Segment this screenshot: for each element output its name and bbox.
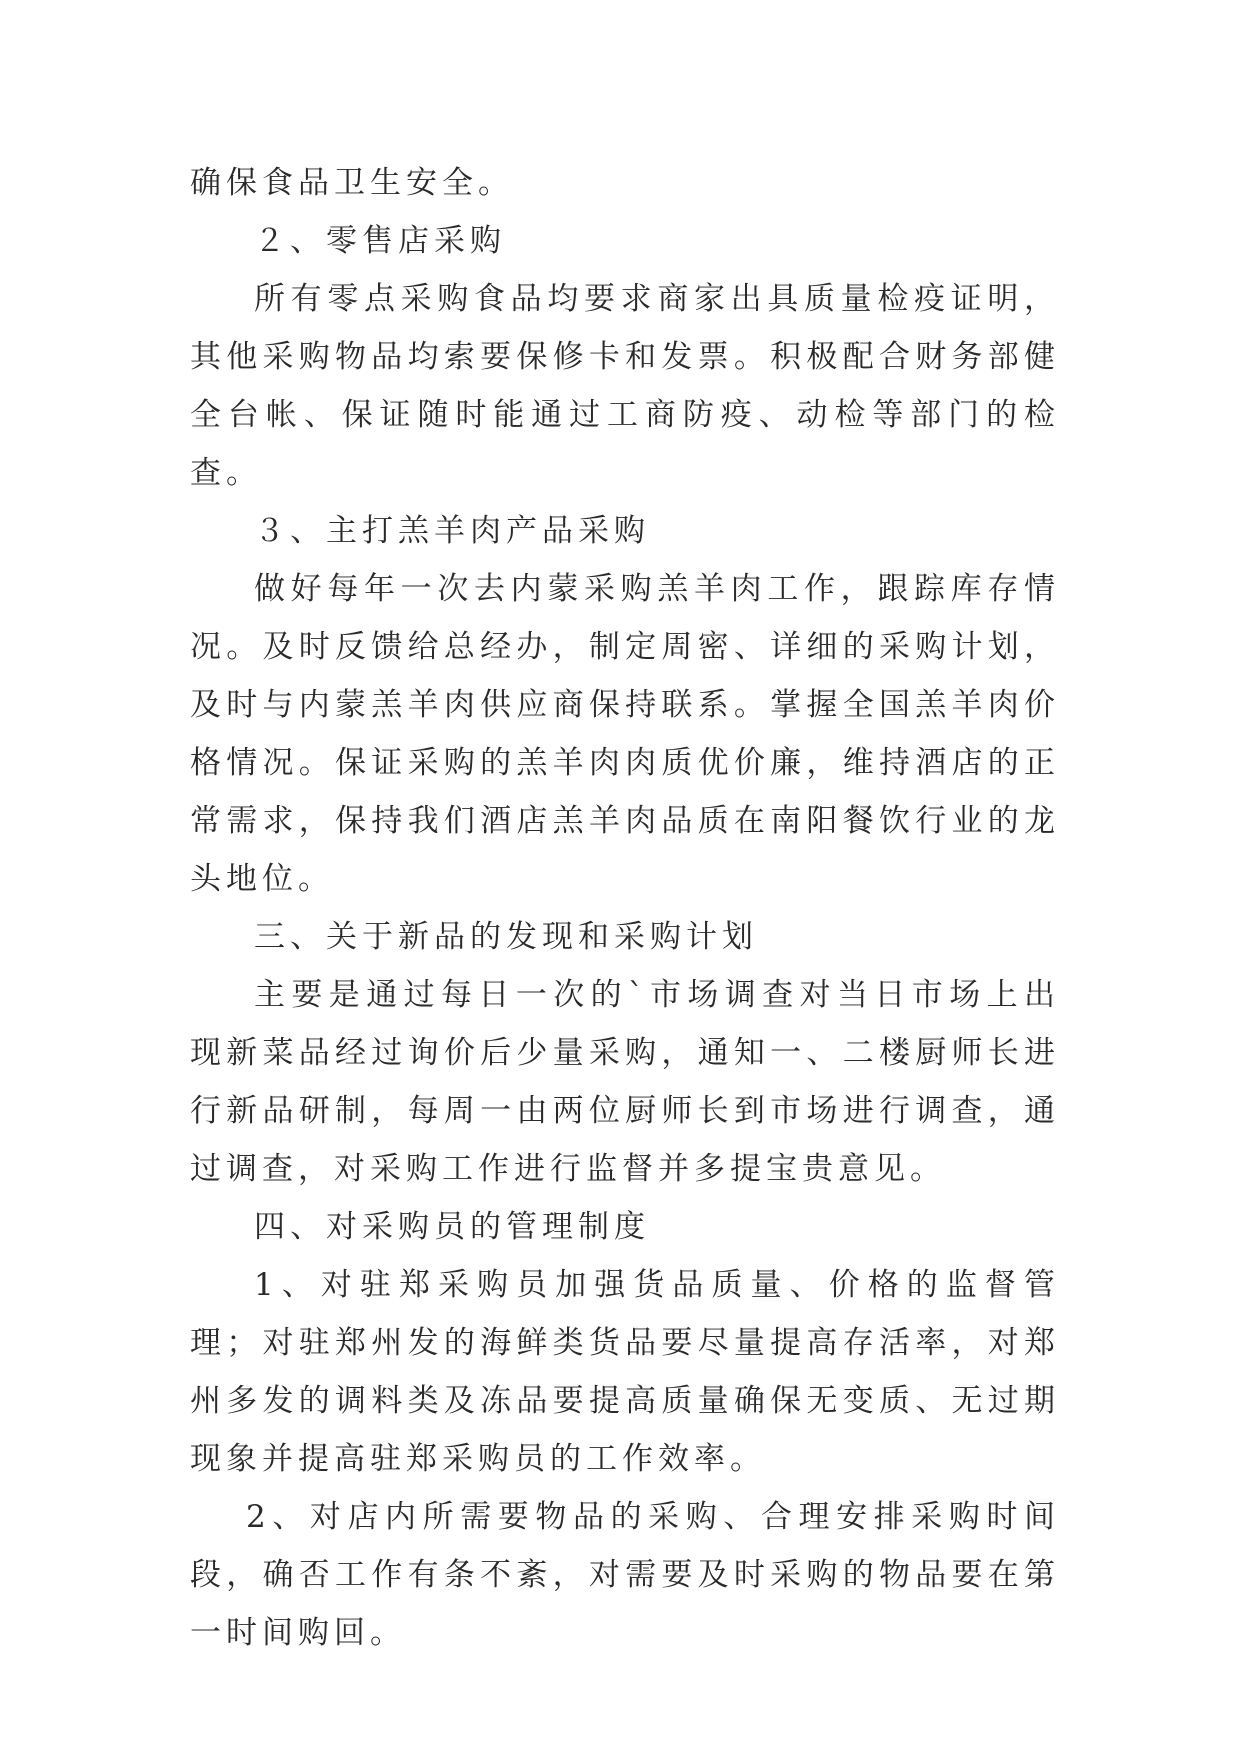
heading-lamb-purchasing: ３、主打羔羊肉产品采购 (254, 513, 650, 549)
paragraph-food-safety: 确保食品卫生安全。 (190, 165, 514, 201)
paragraph-lamb-purchasing: 做好每年一次去内蒙采购羔羊肉工作，跟踪库存情况。及时反馈给总经办，制定周密、详细的采购计划，及时与内蒙羔羊肉供应商保持联系。掌握全国羔羊肉价格情况。保证采购的羔羊肉肉质优价廉，维持酒店的正常需求，保持我们酒店羔羊肉品质在南阳餐饮行业的龙头地位。 (190, 571, 1060, 897)
paragraph-retail-purchasing: 所有零点采购食品均要求商家出具质量检疫证明，其他采购物品均索要保修卡和发票。积极配合财务部健全台帐、保证随时能通过工商防疫、动检等部门的检查。 (190, 281, 1060, 491)
heading-retail-purchasing: ２、零售店采购 (254, 223, 506, 259)
paragraph-buyer-management-1: 1、对驻郑采购员加强货品质量、价格的监督管理；对驻郑州发的海鲜类货品要尽量提高存活率，对郑州多发的调料类及冻品要提高质量确保无变质、无过期现象并提高驻郑采购员的工作效率。 (190, 1267, 1060, 1477)
paragraph-new-products: 主要是通过每日一次的`市场调查对当日市场上出现新菜品经过询价后少量采购，通知一、二楼厨师长进行新品研制，每周一由两位厨师长到市场进行调查，通过调查，对采购工作进行监督并多提宝贵意见。 (190, 977, 1060, 1187)
heading-new-products: 三、关于新品的发现和采购计划 (254, 919, 758, 955)
document-body (190, 154, 1060, 1662)
paragraph-buyer-management-2: 2、对店内所需要物品的采购、合理安排采购时间段，确否工作有条不紊，对需要及时采购的物品要在第一时间购回。 (190, 1499, 1060, 1651)
heading-buyer-management: 四、对采购员的管理制度 (254, 1209, 650, 1245)
